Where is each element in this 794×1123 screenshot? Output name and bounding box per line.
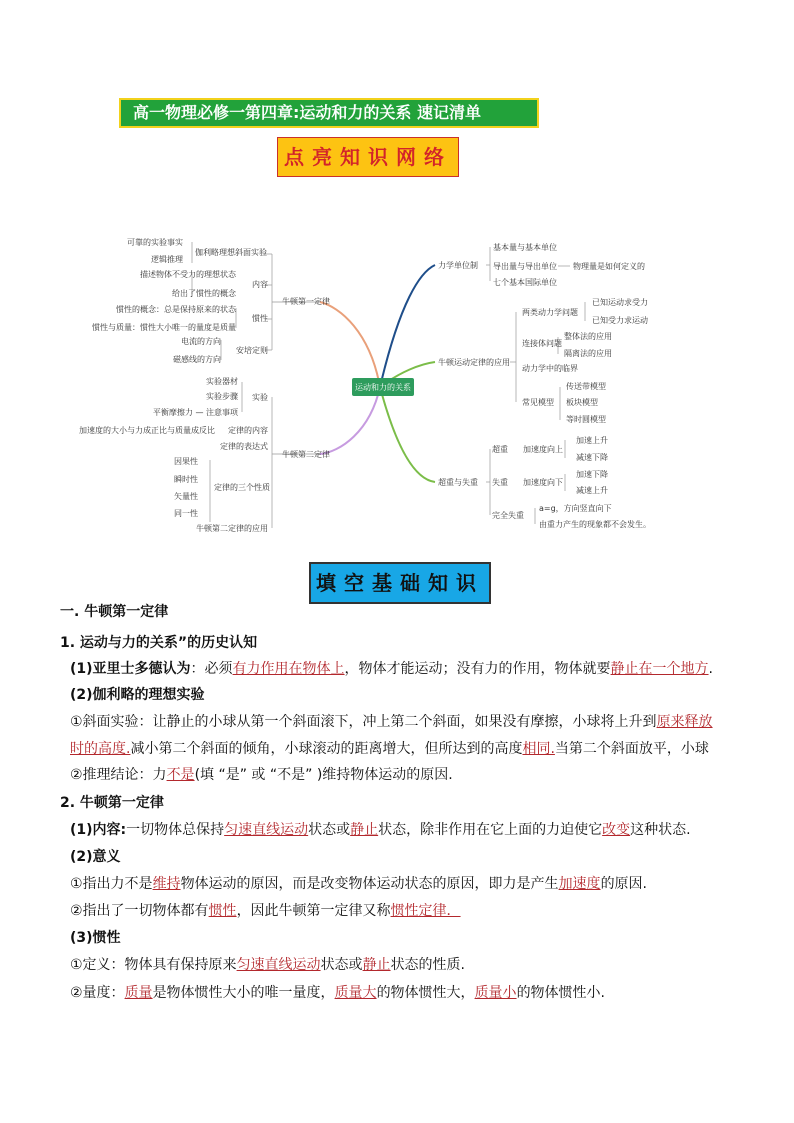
mindmap-node: 实验 (252, 393, 268, 402)
mindmap-leaf: 加速度的大小与力成正比与质量成反比 (79, 426, 215, 435)
point-title: 2. 牛顿第一定律 (60, 795, 164, 811)
answer-blank: 维持 (152, 876, 181, 892)
text-line: ①斜面实验：让静止的小球从第一个斜面滚下，冲上第二个斜面，如果没有摩擦，小球将上升到原来释放 (70, 714, 713, 730)
banner-fill-basics: 填空基础知识 (309, 562, 491, 604)
answer-blank: 静止 (350, 822, 379, 838)
mindmap-leaf: 因果性 (174, 457, 198, 466)
mindmap-leaf: 隔离法的应用 (564, 349, 612, 358)
answer-blank: 惯性 (208, 903, 237, 919)
mindmap-node: 完全失重 (492, 511, 524, 520)
mindmap-leaf: 电流的方向 (181, 337, 221, 346)
mindmap-node: 惯性 (252, 314, 268, 323)
mindmap-leaf: 加速下降 (576, 470, 608, 479)
mindmap-units: 力学单位制 (438, 261, 478, 270)
mindmap-first-law: 牛顿第一定律 (282, 297, 330, 306)
text-line: ②推理结论：力不是(填 “是” 或 “不是” )维持物体运动的原因. (70, 767, 453, 783)
mindmap-node: 安培定则 (236, 346, 268, 355)
text-line: 时的高度.减小第二个斜面的倾角，小球滚动的距离增大，但所达到的高度相同.当第二个斜面放平，小球 (70, 741, 709, 757)
point-title: 1. 运动与力的关系”的历史认知 (60, 635, 258, 651)
mindmap-leaf: 传送带模型 (566, 382, 606, 391)
page-title: 高一物理必修一第四章:运动和力的关系 速记清单 (119, 98, 539, 128)
mindmap-leaf: 物理量是如何定义的 (573, 262, 645, 271)
mindmap-node: 定律的三个性质 (214, 483, 270, 492)
sub-title: (2)意义 (70, 849, 121, 865)
mindmap-application: 牛顿运动定律的应用 (438, 358, 510, 367)
text-line: ①指出力不是维持物体运动的原因，而是改变物体运动状态的原因，即力是产生加速度的原因. (70, 876, 648, 892)
answer-blank: 匀速直线运动 (224, 822, 309, 838)
text-line: ①定义：物体具有保持原来匀速直线运动状态或静止状态的性质. (70, 957, 466, 973)
answer-blank: 惯性定律． (390, 903, 461, 919)
mindmap-center-label: 运动和力的关系 (355, 383, 411, 392)
text-line: ②指出了一切物体都有惯性，因此牛顿第一定律又称惯性定律． (70, 903, 461, 919)
answer-blank: 质量小 (474, 985, 517, 1001)
mindmap-leaf: 同一性 (174, 509, 198, 518)
mindmap-leaf: 由重力产生的现象都不会发生。 (539, 520, 651, 529)
mindmap-overweight: 超重与失重 (438, 478, 478, 487)
mindmap-leaf: 惯性的概念：总是保持原来的状态 (116, 305, 236, 314)
mind-map (79, 232, 651, 542)
answer-blank: 静止 (362, 957, 391, 973)
answer-blank: 不是 (166, 767, 195, 783)
branch-line-second-law (320, 387, 380, 454)
mindmap-leaf: 导出量与导出单位 (493, 262, 557, 271)
mindmap-node: 两类动力学问题 (522, 308, 578, 317)
answer-blank: 改变 (602, 822, 631, 838)
mindmap-node: 定律的内容 (228, 426, 268, 435)
mindmap-leaf: 磁感线的方向 (173, 355, 221, 364)
answer-blank: 加速度 (558, 876, 601, 892)
mindmap-leaf: 惯性与质量：惯性大小唯一的量度是质量 (92, 323, 236, 332)
mindmap-leaf: 实验器材 (206, 377, 238, 386)
mindmap-node: 加速度向上 (523, 445, 563, 454)
text-line: (1)内容:一切物体总保持匀速直线运动状态或静止状态，除非作用在它上面的力迫使它改变这种状态. (70, 822, 691, 838)
answer-blank: 有力作用在物体上 (232, 661, 345, 677)
mindmap-leaf: a=g，方向竖直向下 (539, 504, 612, 513)
mindmap-node: 定律的表达式 (220, 442, 268, 451)
mindmap-leaf: 基本量与基本单位 (493, 243, 557, 252)
answer-blank: 匀速直线运动 (236, 957, 321, 973)
mindmap-leaf: 已知受力求运动 (592, 316, 648, 325)
mindmap-leaf: 七个基本国际单位 (493, 278, 557, 287)
answer-blank: 原来释放 (656, 714, 713, 730)
answer-blank: 静止在一个地方 (610, 661, 709, 677)
branch-line-first-law (320, 302, 380, 387)
mindmap-node: 动力学中的临界 (522, 364, 578, 373)
banner-knowledge-network: 点亮知识网络 (277, 137, 459, 177)
branch-line-units (380, 265, 435, 387)
mindmap-node: 内容 (252, 280, 268, 289)
mindmap-leaf: 逻辑推理 (151, 255, 183, 264)
sub-title: (2)伽利略的理想实验 (70, 687, 205, 703)
mindmap-node: 加速度向下 (523, 478, 563, 487)
mindmap-leaf: 瞬时性 (174, 475, 198, 484)
mindmap-leaf: 加速上升 (576, 436, 608, 445)
mindmap-leaf: 给出了惯性的概念 (172, 289, 236, 298)
mindmap-node: 伽利略理想斜面实验 (195, 248, 267, 257)
mindmap-leaf: 减速上升 (576, 486, 608, 495)
mindmap-node: 失重 (492, 478, 508, 487)
mindmap-leaf: 描述物体不受力的理想状态 (140, 270, 236, 279)
mindmap-node: 连接体问题 (522, 339, 562, 348)
mindmap-leaf: 等时圆模型 (566, 415, 606, 424)
mindmap-leaf: 可靠的实验事实 (127, 238, 183, 247)
mindmap-leaf: 板块模型 (566, 398, 598, 407)
text-line: (1)亚里士多德认为：必须有力作用在物体上，物体才能运动；没有力的作用，物体就要静止在一个地方. (70, 661, 713, 677)
answer-blank: 相同. (522, 741, 555, 757)
mindmap-node: 常见模型 (522, 398, 554, 407)
answer-blank: 质量大 (334, 985, 377, 1001)
mindmap-leaf: 矢量性 (174, 492, 198, 501)
answer-blank: 质量 (124, 985, 153, 1001)
mindmap-leaf: 已知运动求受力 (592, 298, 648, 307)
mindmap-second-law: 牛顿第二定律 (282, 450, 330, 459)
mindmap-leaf: 减速下降 (576, 453, 608, 462)
mindmap-leaf: 平衡摩擦力 — 注意事项 (152, 408, 238, 417)
text-line: ②量度：质量是物体惯性大小的唯一量度，质量大的物体惯性大，质量小的物体惯性小. (70, 985, 606, 1001)
answer-blank: 时的高度. (70, 741, 131, 757)
mindmap-node: 牛顿第二定律的应用 (196, 524, 268, 533)
branch-line-overweight (380, 387, 435, 482)
mindmap-leaf: 实验步骤 (206, 392, 238, 401)
mindmap-leaf: 整体法的应用 (564, 332, 612, 341)
section-title: 一. 牛顿第一定律 (60, 604, 169, 620)
mindmap-node: 超重 (492, 445, 508, 454)
sub-title: (3)惯性 (70, 930, 121, 946)
